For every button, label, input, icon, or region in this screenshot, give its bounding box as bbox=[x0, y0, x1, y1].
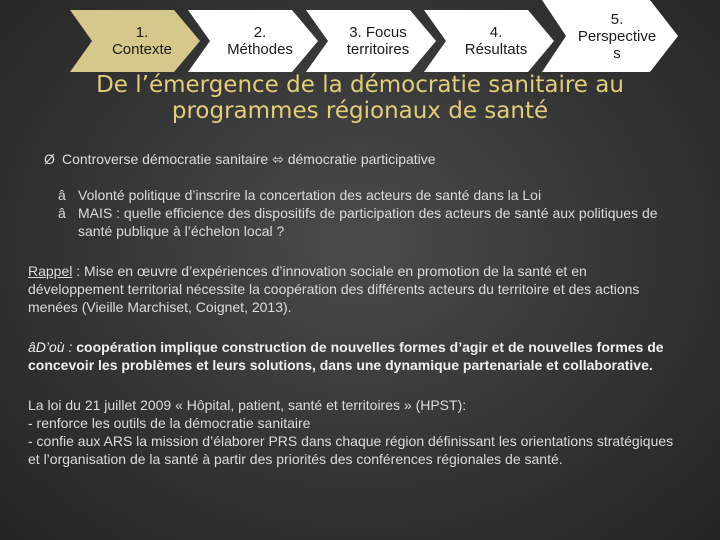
list-item-text: MAIS : quelle efficience des dispositifs de participation des acteurs de santé aux politiques de santé publique à l’échelon local ? bbox=[78, 205, 658, 239]
step-focus-territoires[interactable] bbox=[306, 10, 436, 72]
title-line-1: De l’émergence de la démocratie sanitaire au bbox=[96, 72, 624, 98]
list-item-text: Volonté politique d’inscrire la concertation des acteurs de santé dans la Loi bbox=[78, 187, 542, 203]
rappel-text: : Mise en œuvre d’expériences d’innovation sociale en promotion de la santé et en développement territorial nécessite la coopération des différents acteurs du territoire et des actions menées (Vieille Marchiset, Coignet, 2013). bbox=[28, 263, 640, 315]
step-label: 5. Perspective s bbox=[577, 10, 657, 62]
controverse-text: Controverse démocratie sanitaire ⬄ démocratie participative bbox=[62, 151, 436, 167]
step-perspectives[interactable] bbox=[542, 0, 678, 72]
title-line-2: programmes régionaux de santé bbox=[171, 98, 549, 124]
step-label: 4. Résultats bbox=[464, 24, 528, 58]
step-methodes[interactable] bbox=[188, 10, 318, 72]
loi-line: - confie aux ARS la mission d’élaborer PRS dans chaque région définissant les orientations stratégiques et l’organisation de la santé à partir des priorités des conférences régionales de santé. bbox=[28, 433, 674, 467]
list-item bbox=[58, 186, 684, 204]
slide-body bbox=[28, 150, 684, 468]
sub-list bbox=[44, 186, 684, 240]
slide-title bbox=[0, 72, 720, 124]
arrow-bullet-icon: Ø bbox=[44, 151, 55, 167]
doule-prefix: âD’où : bbox=[28, 339, 73, 355]
rappel-label: Rappel bbox=[28, 263, 73, 279]
step-label: 3. Focus territoires bbox=[346, 24, 410, 58]
rappel-paragraph bbox=[28, 262, 684, 316]
step-contexte[interactable] bbox=[70, 10, 200, 72]
list-item bbox=[58, 204, 684, 240]
step-resultats[interactable] bbox=[424, 10, 554, 72]
arrow-down-icon: â bbox=[58, 205, 66, 221]
doule-paragraph bbox=[28, 338, 684, 374]
loi-line: - renforce les outils de la démocratie sanitaire bbox=[28, 415, 311, 431]
loi-paragraph bbox=[28, 396, 684, 468]
controverse-line bbox=[44, 150, 684, 168]
loi-line: La loi du 21 juillet 2009 « Hôpital, patient, santé et territoires » (HPST): bbox=[28, 397, 467, 413]
doule-text: coopération implique construction de nouvelles formes d’agir et de nouvelles formes de concevoir les problèmes et leurs solutions, dans une dynamique partenariale et collaborative. bbox=[28, 339, 664, 373]
arrow-down-icon: â bbox=[58, 187, 66, 203]
progress-steps bbox=[0, 0, 720, 72]
step-label: 1. Contexte bbox=[111, 24, 173, 58]
step-label: 2. Méthodes bbox=[227, 24, 293, 58]
